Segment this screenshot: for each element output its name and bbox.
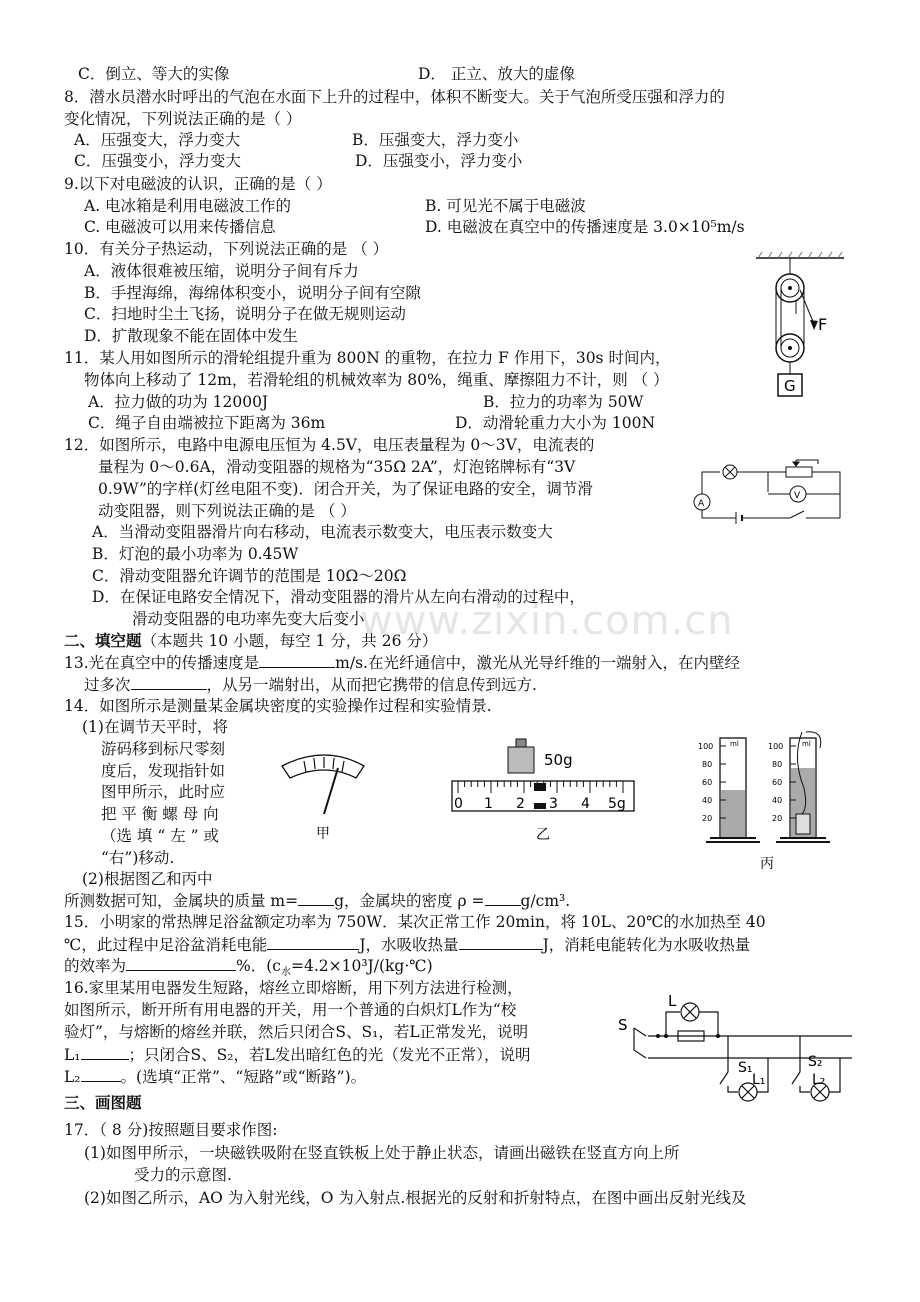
section-2-heading [64,630,437,652]
q16-line3: 验灯”，与熔断的熔丝并联，然后只闭合S、S₁，若L正常发光，说明 [64,1023,529,1041]
q17-sub2-line1: (2)如图乙所示，AO 为入射光线，O 为入射点.根据光的反射和折射特点，在图中画出反射光线及 [84,1189,747,1207]
q16-l1-blank[interactable] [81,1044,129,1060]
scale-tick-label-4: 4 [581,796,590,812]
q16-text-l1-rest: ；只闭合S、S₂，若L发出暗红色的光（发光不正常），说明 [128,1046,531,1064]
q16-text-l2-rest: 。(选填“正常”、“短路”或“断路”)。 [120,1068,367,1086]
q12-stem-line3: 0.9W”的字样(灯丝电阻不变)．闭合开关，为了保证电路的安全，调节滑 [98,480,593,498]
q14-sub1-line7: “右”)移动. [101,849,175,867]
q11-option-d: D．动滑轮重力大小为 100N [455,414,656,432]
label-jia: 甲 [316,826,330,842]
cyl1-tick-100: 100 [698,742,714,751]
q8-stem-line1: 8．潜水员潜水时呼出的气泡在水面下上升的过程中，体积不断变大。关于气泡所受压强和浮力的 [64,88,725,106]
switch-s2-label: S₂ [808,1054,823,1070]
q14-mass-text: 所测数据可知，金属块的质量 m= [64,892,299,910]
q8-option-b: B．压强变大，浮力变小 [352,131,519,149]
q13-text-2: m/s.在光纤通信中，激光从光导纤维的一端射入，在内壁经 [335,654,740,672]
q16-line1: 16.家里某用电器发生短路，熔丝立即熔断，用下列方法进行检测， [64,979,523,997]
scale-tick-label-5: 5g [608,796,626,812]
q13-text-4: ，从另一端射出，从而把它携带的信息传到远方. [206,676,537,694]
q16-line2: 如图所示，断开所有用电器的开关，用一个普通的白炽灯L作为“校 [64,1001,517,1019]
q10-option-d: D．扩散现象不能在固体中发生 [84,327,298,345]
q11-stem-line2: 物体向上移动了 12m，若滑轮组的机械效率为 80%，绳重、摩擦阻力不计，则 （ ） [84,371,669,389]
voltmeter-label: V [794,491,801,501]
q15-text-energy: ℃，此过程中足浴盆消耗电能 [64,936,268,954]
q14-sub1-line4: 图甲所示，此时应 [101,783,226,801]
q12-stem-line2: 量程为 0～0.6A，滑动变阻器的规格为“35Ω 2A”，灯泡铭牌标有“3V [98,458,576,476]
q14-sub2-line1: (2)根据图乙和丙中 [82,870,213,888]
q17-sub1-line1: (1)如图甲所示，一块磁铁吸附在竖直铁板上处于静止状态，请画出磁铁在竖直方向上所 [84,1144,680,1162]
circuit-figure-q12 [690,456,850,526]
q9-option-b: B. 可见光不属于电磁波 [425,197,586,215]
q11-stem-line1: 11．某人用如图所示的滑轮组提升重为 800N 的重物，在拉力 F 作用下，30s 时间内， [64,349,671,367]
lamp-l1-label: L₁ [752,1072,766,1088]
scale-tick-label-3: 3 [549,796,558,812]
q11-option-b: B．拉力的功率为 50W [483,393,644,411]
cyl2-tick-60: 60 [772,778,783,787]
switch-s-label: S [618,1016,628,1034]
q15-energy-blank[interactable] [267,934,359,950]
q13-line1 [64,652,740,674]
q14-stem: 14．如图所示是测量某金属块密度的实验操作过程和实验情景. [64,697,492,715]
cyl2-tick-100: 100 [768,742,784,751]
cyl1-tick-80: 80 [702,760,713,769]
q15-text-heat: J，水吸收热量 [359,936,459,954]
q13-text-1: 13.光在真空中的传播速度是 [64,654,260,672]
q14-sub1-line1: (1)在调节天平时，将 [82,718,228,736]
q7-option-c: C．倒立、等大的实像 [78,65,230,83]
q7-option-d: D． 正立、放大的虚像 [418,65,575,83]
q12-option-c: C．滑动变阻器允许调节的范围是 10Ω～20Ω [92,567,407,585]
q10-option-c: C．扫地时尘土飞扬，说明分子在做无规则运动 [84,305,406,323]
q14-mass-blank[interactable] [298,890,334,906]
q14-density-blank[interactable] [485,890,521,906]
q9-stem: 9.以下对电磁波的认识，正确的是（ ） [64,175,332,193]
scale-tick-label-1: 1 [484,796,493,812]
q10-option-a: A．液体很难被压缩，说明分子间有斥力 [84,262,359,280]
scale-tick-label-0: 0 [454,796,463,812]
force-label: F [818,315,828,334]
fuse-check-circuit-figure [618,986,854,1118]
ammeter-label: A [698,499,705,509]
q15-line1: 15．小明家的常热牌足浴盆额定功率为 750W．某次正常工作 20min，将 10L、20℃的水加热至 40 [64,913,766,931]
measuring-cylinder-figure [696,728,846,873]
q11-option-a: A．拉力做的功为 12000J [88,393,269,411]
q14-sub1-line6: （选 填 “ 左 ” 或 [101,827,219,845]
cyl2-tick-80: 80 [772,760,783,769]
q12-option-b: B．灯泡的最小功率为 0.45W [92,545,299,563]
q16-text-l1: L₁ [64,1046,81,1064]
q14-sub1-line2: 游码移到标尺零刻 [101,740,226,758]
q13-text-3: 过多次 [84,676,131,694]
section-2-note: （本题共 10 小题，每空 1 分，共 26 分） [141,632,438,650]
q8-stem-line2: 变化情况，下列说法正确的是（ ） [64,110,302,128]
scale-tick-label-2: 2 [516,796,525,812]
q15-line2 [64,934,750,956]
balance-scale-figure [448,735,638,845]
q15-heat-blank[interactable] [459,934,543,950]
q13-blank-2[interactable] [131,674,207,690]
q16-l2-blank[interactable] [81,1066,121,1082]
cyl2-unit: ml [802,740,811,748]
cyl2-tick-40: 40 [772,796,783,805]
switch-s1-label: S₁ [738,1060,753,1076]
q8-option-a: A．压强变大，浮力变大 [74,131,241,149]
q16-line4 [64,1044,531,1066]
q15-text-c: %．(c [236,957,281,975]
q14-sub2-line2 [64,890,570,912]
q17-sub1-line2: 受力的示意图. [134,1166,232,1184]
watermark: www.zixin.com.cn [360,598,734,644]
pulley-figure [756,250,846,402]
q9-option-d: D. 电磁波在真空中的传播速度是 3.0×10⁵m/s [425,218,745,236]
q15-text-efficiency-label: 的效率为 [64,957,127,975]
weight-mass-label: 50g [544,751,573,769]
q12-option-d-line1: D．在保证电路安全情况下，滑动变阻器的滑片从左向右滑动的过程中， [92,588,585,606]
q12-option-a: A．当滑动变阻器滑片向右移动，电流表示数变大，电压表示数变大 [92,523,553,541]
q8-option-d: D．压强变小，浮力变小 [355,152,523,170]
cyl1-tick-60: 60 [702,778,713,787]
q17-stem: 17．（ 8 分)按照题目要求作图: [64,1121,278,1139]
q15-text-c-sub: 水 [280,967,291,979]
q15-text-c-value: =4.2×10³J/(kg·℃) [290,957,433,975]
lamp-l2-label: L₂ [812,1072,826,1088]
q16-line5 [64,1066,366,1088]
q12-stem-line4: 动变阻器，则下列说法正确的是 （ ） [98,502,356,520]
q9-option-a: A. 电冰箱是利用电磁波工作的 [84,197,292,215]
q14-sub1-line5: 把 平 衡 螺 母 向 [101,805,219,823]
cyl1-tick-20: 20 [702,814,713,823]
section-2-title: 二、填空题 [64,631,142,650]
q12-option-d-line2: 滑动变阻器的电功率先变大后变小 [132,610,365,628]
label-bing: 丙 [760,856,774,872]
weight-label: G [784,377,796,395]
q12-stem-line1: 12．如图所示，电路中电源电压恒为 4.5V，电压表量程为 0～3V，电流表的 [64,436,595,454]
section-3-title: 三、画图题 [64,1093,142,1112]
q11-option-c: C．绳子自由端被拉下距离为 36m [88,414,326,432]
balance-pointer-figure [280,748,370,848]
label-yi: 乙 [536,827,550,843]
q10-stem: 10．有关分子热运动，下列说法正确的是 （ ） [64,240,389,258]
q14-density-text: g，金属块的密度 ρ = [334,892,485,910]
q15-efficiency-blank[interactable] [126,955,236,971]
q10-option-b: B．手捏海绵，海绵体积变小，说明分子间有空隙 [84,284,421,302]
cyl2-tick-20: 20 [772,814,783,823]
cyl1-unit: ml [730,740,739,748]
q14-density-unit: g/cm³. [520,892,571,910]
q16-text-l2: L₂ [64,1068,81,1086]
lamp-l-label: L [668,992,677,1010]
q13-blank-1[interactable] [259,652,335,668]
q9-option-c: C. 电磁波可以用来传播信息 [84,218,276,236]
q8-option-c: C．压强变小，浮力变大 [74,152,241,170]
q15-text-efficiency: J，消耗电能转化为水吸收热量 [542,936,751,954]
q13-line2 [84,674,537,696]
q14-sub1-line3: 度后，发现指针如 [101,762,226,780]
cyl1-tick-40: 40 [702,796,713,805]
